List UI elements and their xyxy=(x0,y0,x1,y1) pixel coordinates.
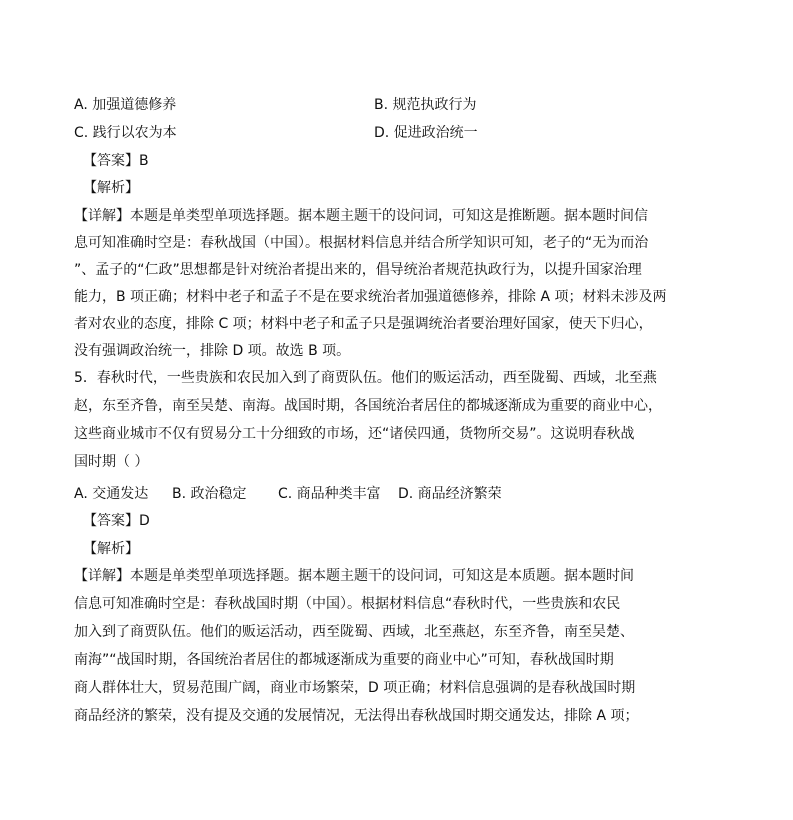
q4-detail-line: 没有强调政治统一，排除 D 项。故选 B 项。 xyxy=(74,343,351,359)
q4-answer: 【答案】B xyxy=(83,153,149,169)
q5-detail-line: 信息可知准确时空是：春秋战国时期（中国）。根据材料信息“春秋时代，一些贵族和农民 xyxy=(74,596,621,612)
q5-option-c: C. 商品种类丰富 xyxy=(278,486,381,502)
q5-detail-line: 加入到了商贾队伍。他们的贩运活动，西至陇蜀、西域，北至燕赵，东至齐鲁，南至吴楚、 xyxy=(74,624,634,640)
q5-stem-line: 5．春秋时代，一些贵族和农民加入到了商贾队伍。他们的贩运活动，西至陇蜀、西域，北至燕 xyxy=(74,370,657,386)
q5-detail-line: 商品经济的繁荣，没有提及交通的发展情况，无法得出春秋战国时期交通发达，排除 A 项； xyxy=(74,708,639,724)
q5-detail-line: 【详解】本题是单类型单项选择题。据本题主题干的设问词，可知这是本质题。据本题时间 xyxy=(74,568,634,584)
q5-detail-line: 南海”“战国时期，各国统治者居住的都城逐渐成为重要的商业中心”可知，春秋战国时期 xyxy=(74,652,614,668)
q5-stem-line: 赵，东至齐鲁，南至吴楚、南海。战国时期，各国统治者居住的都城逐渐成为重要的商业中心， xyxy=(74,398,662,414)
q5-option-a: A. 交通发达 xyxy=(74,486,149,502)
q5-stem-line: 国时期（ ） xyxy=(74,454,149,470)
q4-option-c: C. 践行以农为本 xyxy=(74,125,177,141)
q4-detail-line: ”、孟子的“仁政”思想都是针对统治者提出来的，倡导统治者规范执政行为，以提升国家治理 xyxy=(74,262,642,278)
q4-option-b: B. 规范执政行为 xyxy=(374,97,477,113)
q4-analysis-label: 【解析】 xyxy=(83,180,139,196)
q4-detail-line: 【详解】本题是单类型单项选择题。据本题主题干的设问词，可知这是推断题。据本题时间信 xyxy=(74,208,648,224)
q4-detail-line: 能力，B 项正确；材料中老子和孟子不是在要求统治者加强道德修养，排除 A 项；材料未涉及两 xyxy=(74,289,667,305)
q5-option-b: B. 政治稳定 xyxy=(172,486,247,502)
q4-option-d: D. 促进政治统一 xyxy=(374,125,478,141)
q4-option-a: A. 加强道德修养 xyxy=(74,97,177,113)
q5-detail-line: 商人群体壮大，贸易范围广阔，商业市场繁荣，D 项正确；材料信息强调的是春秋战国时期 xyxy=(74,680,636,696)
q4-detail-line: 息可知准确时空是：春秋战国（中国）。根据材料信息并结合所学知识可知，老子的“无为而治 xyxy=(74,235,649,251)
q5-option-d: D. 商品经济繁荣 xyxy=(398,486,502,502)
q4-detail-line: 者对农业的态度，排除 C 项；材料中老子和孟子只是强调统治者要治理好国家，使天下归心， xyxy=(74,316,653,332)
q5-analysis-label: 【解析】 xyxy=(83,541,139,557)
q5-answer: 【答案】D xyxy=(83,513,150,529)
q5-stem-line: 这些商业城市不仅有贸易分工十分细致的市场，还“诸侯四通，货物所交易”。这说明春秋战 xyxy=(74,426,635,442)
